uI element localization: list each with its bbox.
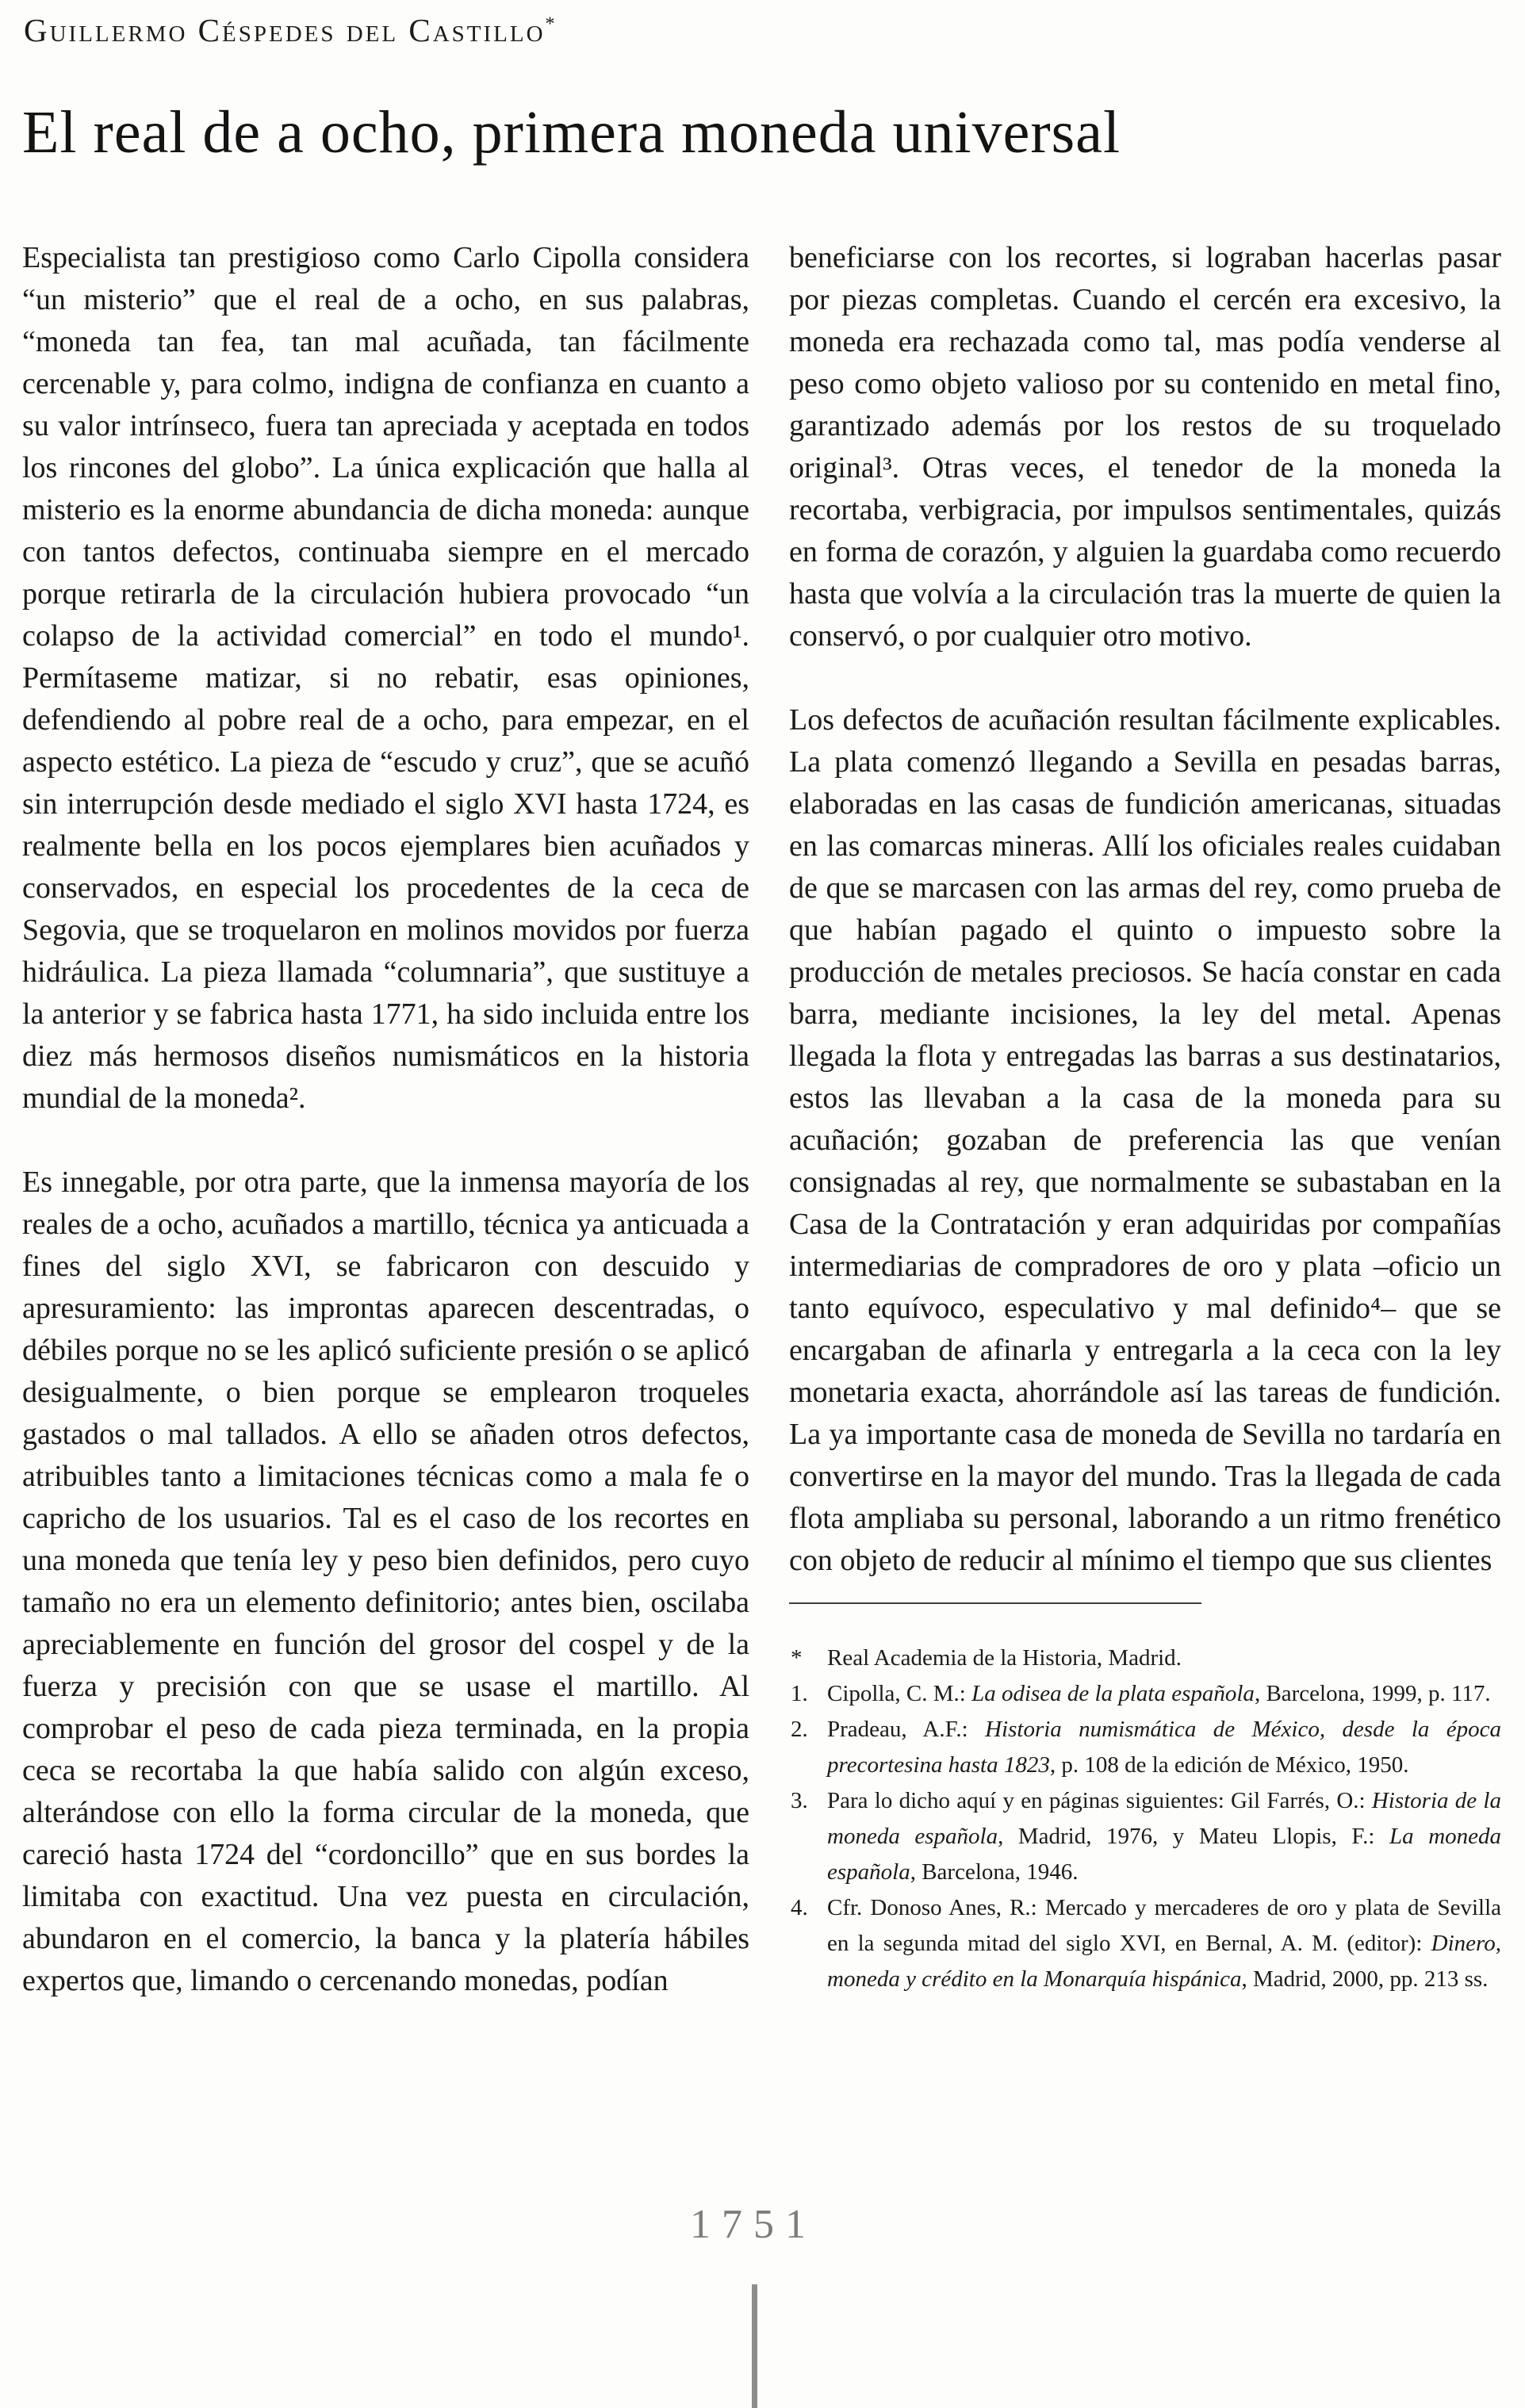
article-title: El real de a ocho, primera moneda universal	[22, 99, 1121, 166]
footnote-marker: 1.	[791, 1681, 808, 1706]
body-paragraph: beneficiarse con los recortes, si lograban hacerlas pasar por piezas completas. Cuando el cercén era excesivo, la moneda era rechazada como tal, mas podía venderse al peso como objeto valioso por su contenido en metal fino, garantizado además por los restos de su troquelado original³. Otras veces, el tenedor de la moneda la recortaba, verbigracia, por impulsos sentimentales, quizás en forma de corazón, y alguien la guardaba como recuerdo hasta que volvía a la circulación tras la muerte de quien la conservó, o por cualquier otro motivo.	[789, 241, 1501, 653]
author-footnote-asterisk: *	[545, 13, 555, 35]
body-paragraph: Especialista tan prestigioso como Carlo Cipolla considera “un misterio” que el real de a ocho, en sus palabras, “moneda tan fea, tan mal acuñada, tan fácilmente cercenable y, para colmo, indigna de confianza en cuanto a su valor intrínseco, fuera tan apreciada y aceptada en todos los rincones del globo”. La única explicación que halla al misterio es la enorme abundancia de dicha moneda: aunque con tantos defectos, continuaba siempre en el mercado porque retirarla de la circulación hubiera provocado “un colapso de la actividad comercial” en todo el mundo¹. Permítaseme matizar, si no rebatir, esas opiniones, defendiendo al pobre real de a ocho, para empezar, en el aspecto estético. La pieza de “escudo y cruz”, que se acuñó sin interrupción desde mediado el siglo XVI hasta 1724, es realmente bella en los pocos ejemplares bien acuñados y conservados, en especial los procedentes de la ceca de Segovia, que se troquelaron en molinos movidos por fuerza hidráulica. La pieza llamada “columnaria”, que sustituye a la anterior y se fabrica hasta 1771, ha sido incluida entre los diez más hermosos diseños numismáticos en la historia mundial de la moneda².	[22, 241, 749, 1115]
author-name: Guillermo Céspedes del Castillo	[24, 12, 546, 48]
footnote-item	[789, 1676, 1501, 1712]
body-paragraph: Es innegable, por otra parte, que la inmensa mayoría de los reales de a ocho, acuñados a martillo, técnica ya anticuada a fines del siglo XVI, se fabricaron con descuido y apresuramiento: las improntas aparecen descentradas, o débiles porque no se les aplicó suficiente presión o se aplicó desigualmente, o bien porque se emplearon troqueles gastados o mal tallados. A ello se añaden otros defectos, atribuibles tanto a limitaciones técnicas como a mala fe o capricho de los usuarios. Tal es el caso de los recortes en una moneda que tenía ley y peso bien definidos, pero cuyo tamaño no era un elemento definitorio; antes bien, oscilaba apreciablemente en función del grosor del cospel y de la fuerza y precisión con que se usase el martillo. Al comprobar el peso de cada pieza terminada, en la propia ceca se recortaba la que había salido con algún exceso, alterándose con ello la forma circular de la moneda, que careció hasta 1724 del “cordoncillo” que en sus bordes la limitaba con exactitud. Una vez puesta en circulación, abundaron en el comercio, la banca y la platería hábiles expertos que, limando o cercenando monedas, podían	[22, 1166, 749, 1997]
page-number: 1751	[690, 2202, 817, 2247]
footnote-marker: 4.	[791, 1895, 808, 1920]
footnote-text: Para lo dicho aquí y en páginas siguientes: Gil Farrés, O.: Historia de la moneda española, Madrid, 1976, y Mateu Llopis, F.: La moneda española, Barcelona, 1946.	[827, 1788, 1502, 1885]
footnote-marker: 3.	[791, 1788, 808, 1813]
two-column-text-block	[22, 237, 1501, 2002]
author-line	[24, 11, 555, 49]
footnotes-block	[789, 1640, 1501, 1997]
footnote-item	[789, 1640, 1501, 1676]
footnote-text: Cfr. Donoso Anes, R.: Mercado y mercaderes de oro y plata de Sevilla en la segunda mitad del siglo XVI, en Bernal, A. M. (editor): Dinero, moneda y crédito en la Monarquía hispánica, Madrid, 2000, pp. 213 ss.	[827, 1895, 1501, 1992]
footnote-marker: 2.	[791, 1717, 808, 1742]
footnote-item	[789, 1890, 1501, 1997]
body-paragraph: Los defectos de acuñación resultan fácilmente explicables. La plata comenzó llegando a Sevilla en pesadas barras, elaboradas en las casas de fundición americanas, situadas en las comarcas mineras. Allí los oficiales reales cuidaban de que se marcasen con las armas del rey, como prueba de que habían pagado el quinto o impuesto sobre la producción de metales preciosos. Se hacía constar en cada barra, mediante incisiones, la ley del metal. Apenas llegada la flota y entregadas las barras a sus destinatarios, estos las llevaban a la casa de la moneda para su acuñación; gozaban de preferencia las que venían consignadas al rey, que normalmente se subastaban en la Casa de la Contratación y eran adquiridas por compañías intermediarias de compradores de oro y plata –oficio un tanto equívoco, especulativo y mal definido⁴– que se encargaban de afinarla y entregarla a la ceca con la ley monetaria exacta, ahorrándole así las tareas de fundición. La ya importante casa de moneda de Sevilla no tardaría en convertirse en la mayor del mundo. Tras la llegada de cada flota ampliaba su personal, laborando a un ritmo frenético con objeto de reducir al mínimo el tiempo que sus clientes	[789, 703, 1501, 1577]
footnote-text: Pradeau, A.F.: Historia numismática de México, desde la época precortesina hasta 1823, p. 108 de la edición de México, 1950.	[827, 1717, 1502, 1778]
bottom-edge-bar	[752, 2284, 757, 2408]
footnote-item	[789, 1783, 1501, 1890]
footnote-text: Real Academia de la Historia, Madrid.	[827, 1645, 1182, 1671]
footnote-divider-rule	[789, 1602, 1201, 1604]
footnote-text: Cipolla, C. M.: La odisea de la plata española, Barcelona, 1999, p. 117.	[827, 1681, 1491, 1706]
left-column	[22, 237, 749, 2002]
right-column	[789, 237, 1501, 2002]
footnote-marker: *	[791, 1645, 803, 1671]
footnote-item	[789, 1712, 1501, 1783]
